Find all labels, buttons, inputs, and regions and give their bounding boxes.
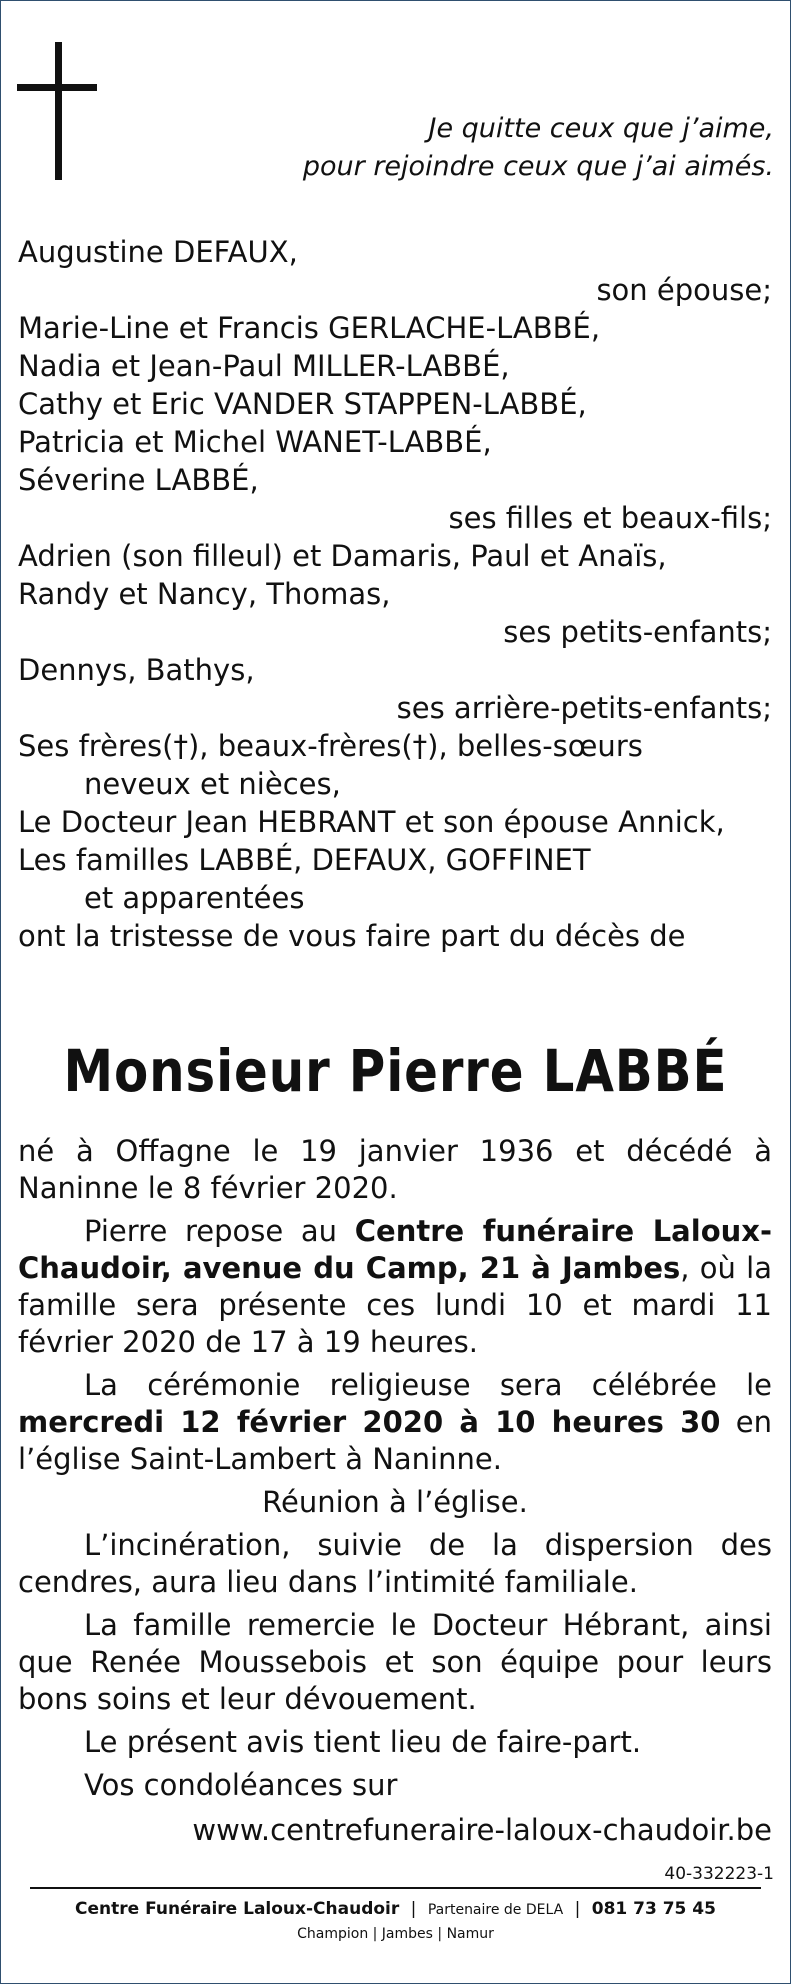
website-link[interactable]: www.centrefuneraire-laloux-chaudoir.be [192, 1813, 772, 1847]
footer-partner: Partenaire de DELA [427, 1902, 564, 1918]
notice-body [18, 1133, 772, 1855]
repose-paragraph: Pierre repose au Centre funéraire Laloux-Chaudoir, avenue du Camp, 21 à Jambes, où la famille sera présente ces lundi 10 et mardi 11 février 2020 de 17 à 19 heures. [18, 1214, 773, 1359]
mourners-list [18, 233, 772, 955]
quote-line-1: Je quitte ceux que j’aime, [428, 113, 774, 144]
repose-location: Centre funéraire Laloux-Chaudoir, avenue du Camp, 21 à Jambes [18, 1214, 773, 1285]
thanks-paragraph: La famille remercie le Docteur Hébrant, ainsi que Renée Moussebois et son équipe pour leurs bons soins et leur dévouement. [18, 1608, 772, 1716]
mourner-line: Nadia et Jean-Paul MILLER-LABBÉ, [18, 349, 510, 383]
mourner-line: ont la tristesse de vous faire part du décès de [18, 919, 686, 953]
mourner-line: Augustine DEFAUX, [18, 235, 298, 269]
incineration-paragraph: L’incinération, suivie de la dispersion des cendres, aura lieu dans l’intimité familiale. [18, 1528, 772, 1599]
mourner-line: et apparentées [84, 881, 305, 915]
mourner-line: Le Docteur Jean HEBRANT et son épouse Annick, [18, 805, 725, 839]
mourner-line: Patricia et Michel WANET-LABBÉ, [18, 425, 492, 459]
mourner-line: neveux et nièces, [84, 767, 341, 801]
reference-number: 40-332223-1 [664, 1864, 774, 1884]
mourner-line: ses petits-enfants; [503, 615, 772, 649]
mourner-line: ses filles et beaux-fils; [448, 501, 772, 535]
footer-phone: 081 73 75 45 [591, 1899, 716, 1919]
mourner-line: Cathy et Eric VANDER STAPPEN-LABBÉ, [18, 387, 587, 421]
footer-locations: Champion | Jambes | Namur [297, 1926, 494, 1942]
birth-death-line: né à Offagne le 19 janvier 1936 et décédé à Naninne le 8 février 2020. [18, 1134, 772, 1205]
reunion-line: Réunion à l’église. [262, 1485, 528, 1519]
mourner-line: Ses frères(†), beaux-frères(†), belles-sœurs [18, 729, 643, 763]
epigraph-quote [303, 110, 774, 186]
deceased-name: Monsieur Pierre LABBÉ [63, 1037, 728, 1105]
mourner-line: Séverine LABBÉ, [18, 463, 259, 497]
mourner-line: ses arrière-petits-enfants; [396, 691, 772, 725]
footer-company: Centre Funéraire Laloux-Chaudoir [75, 1899, 400, 1919]
mourner-line: Adrien (son filleul) et Damaris, Paul et Anaïs, [18, 539, 667, 573]
condolences-line: Vos condoléances sur [84, 1768, 398, 1802]
ceremony-datetime: mercredi 12 février 2020 à 10 heures 30 [18, 1405, 721, 1439]
mourner-line: Dennys, Bathys, [18, 653, 255, 687]
mourner-line: Marie-Line et Francis GERLACHE-LABBÉ, [18, 311, 601, 345]
mourner-line: Randy et Nancy, Thomas, [18, 577, 391, 611]
ceremony-paragraph: La cérémonie religieuse sera célébrée le mercredi 12 février 2020 à 10 heures 30 en l’église Saint-Lambert à Naninne. [18, 1368, 772, 1476]
notice-line: Le présent avis tient lieu de faire-part. [84, 1725, 642, 1759]
mourner-line: son épouse; [596, 273, 772, 307]
mourner-line: Les familles LABBÉ, DEFAUX, GOFFINET [18, 843, 591, 877]
footer-line-1: Centre Funéraire Laloux-Chaudoir | Partenaire de DELA | 081 73 75 45 [75, 1899, 716, 1919]
quote-line-2: pour rejoindre ceux que j’ai aimés. [302, 151, 774, 182]
footer-divider [30, 1887, 761, 1889]
